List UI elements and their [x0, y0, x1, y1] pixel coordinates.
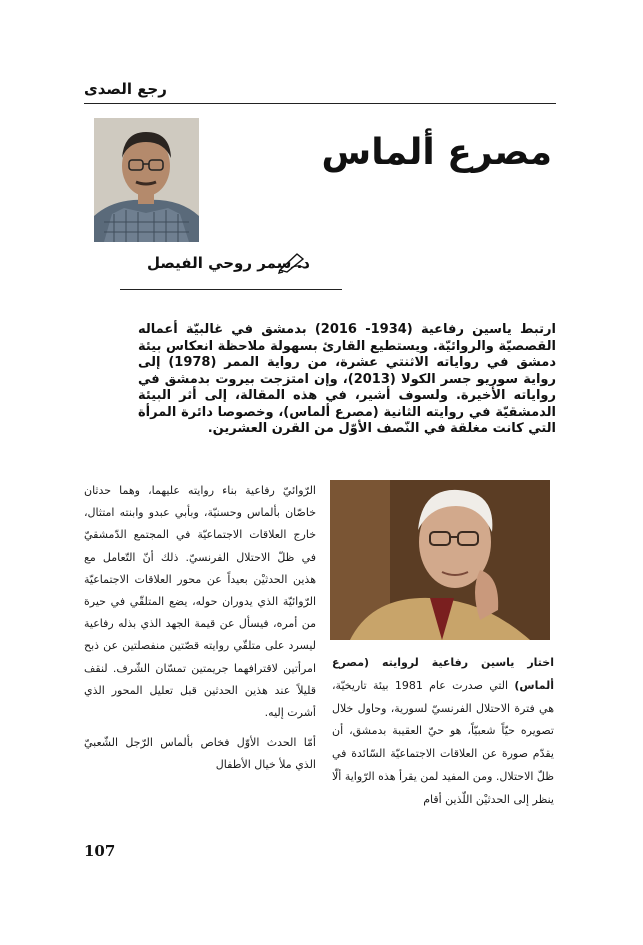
header-rule [84, 103, 556, 104]
right-column-text [332, 480, 554, 830]
author-photo [94, 118, 199, 242]
right-column-body: التي صدرت عام 1981 بيئة تاريخيّة، هي فترة الاحتلال الفرنسيّ لسورية، وحاول خلال تصويره حيّاً شعبيّاً، هو حيّ العقيبة بدمشق، أن يقدّم صورة عن العلاقات الاجتماعيّة السّائدة في ظلّ الاحتلال. ومن المفيد لمن يقرأ هذه الرّواية ألّا ينظر إلى الحدثيْن اللّذين أقام [332, 678, 554, 806]
author-portrait-graphic [94, 118, 199, 242]
right-column-paragraph [332, 652, 554, 812]
left-column-paragraph-1: الرّوائيّ رفاعية بناء روايته عليهما، وهما حدثان خاصّان بألماس وحسنيّة، وبأبي عبدو وابنته امتثال، خارج العلاقات الاجتماعيّة في المجتمع الدّمشقيّ في ظلّ الاحتلال الفرنسيّ. ذلك أنّ التّعامل مع هذين الحدثيْن بعيداً عن محور العلاقات الاجتماعيّة الرّوائيّة الذي يدوران حوله، يضع المتلقّي في حيرة من أمره، فيسأل عن قيمة الجهد الذي بذله رفاعية ليسرد على متلقّي روايته قصّتين منفصلتين عن ذبح امرأتين لاقترافهما جريمتين تمسّان الشّرف. لنقف قليلاً عند هذين الحدثين قبل تعليل المحور الذي أشرت إليه. [84, 484, 316, 720]
section-title: رجع الصدى [84, 80, 167, 98]
author-name: د. سمر روحي الفيصل [146, 254, 310, 272]
pen-icon [277, 250, 307, 274]
article-title: مصرع ألماس [321, 132, 552, 173]
left-column-text [84, 480, 316, 830]
photo-spacer [332, 480, 554, 652]
novel-title-lead: اختار ياسين رفاعية لروايته (مصرع ألماس) [332, 656, 554, 692]
article-intro: ارتبط ياسين رفاعية (1934- 2016) بدمشق في غالبيّة أعماله القصصيّة والروائيّة. ويستطيع القارئ بسهولة ملاحظة انعكاس بيئة دمشق في رواياته الاثنتي عشرة، من رواية الممر (1978) إلى رواية سوريو جسر الكولا (2013)، وإن امتزجت بيروت بدمشق في رواياته الأخيرة. ولسوف أشير، في هذه المقالة، إلى أثر البيئة الدمشقيّة في روايته الثانية (مصرع ألماس)، وخصوصا دائرة المرأة التي كانت مغلقة في النّصف الأوّل من القرن العشرين. [138, 322, 556, 436]
author-rule [120, 289, 342, 290]
page-number: 107 [84, 842, 116, 860]
left-column-paragraph-2: أمّا الحدث الأوّل فخاص بألماس الرّجل الشّعبيّ الذي ملأ خيال الأطفال [84, 736, 316, 772]
